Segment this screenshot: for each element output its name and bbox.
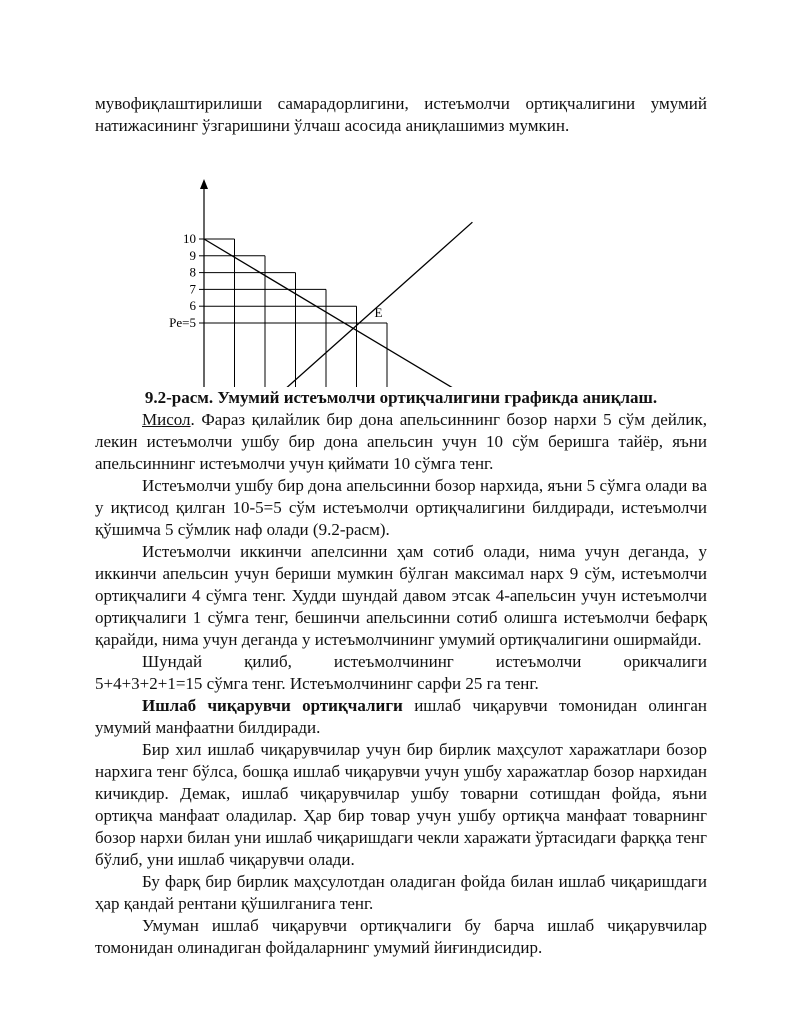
chart-svg: [95, 155, 707, 387]
figure-caption: 9.2-расм. Умумий истеъмолчи ортиқчалигини графикда аниқлаш.: [144, 388, 658, 407]
paragraph-example: [95, 409, 707, 475]
document-page: [95, 93, 707, 959]
paragraph-4-line-2: 5+4+3+2+1=15 сўмга тенг. Истеъмолчининг сарфи 25 га тенг.: [95, 674, 539, 693]
producer-surplus-term: Ишлаб чиқарувчи ортиқчалиги: [142, 696, 403, 715]
consumer-surplus-chart: [95, 155, 707, 387]
paragraph-4-line-1: Шундай қилиб, истеъмолчининг истеъмолчи орикчалиги: [142, 652, 707, 671]
y-tick-label: Pe=5: [169, 315, 196, 330]
y-tick-label: 10: [183, 231, 196, 246]
producer-surplus-definition: ишлаб чиқарувчи томонидан олинган умумий манфаатни билдиради.: [95, 696, 707, 737]
paragraph-2: Истеъмолчи ушбу бир дона апельсинни бозор нархида, яъни 5 сўмга олади ва у иқтисод қилган 10-5=5 сўм истеъмолчи ортиқчалигини билдиради, истеъмолчи қўшимча 5 сўмлик наф олади (9.2-расм).: [95, 476, 707, 539]
example-text: . Фараз қилайлик бир дона апельсиннинг бозор нархи 5 сўм дейлик, лекин истеъмолчи ушбу бир дона апельсин учун 10 сўм беришга тайёр, яъни апельсиннинг истеъмолчи учун қиймати 10 сўмга тенг.: [95, 410, 707, 473]
paragraph-3: Истеъмолчи иккинчи апелсинни ҳам сотиб олади, нима учун деганда, у иккинчи апельсин учун бериши мумкин бўлган максимал нарх 9 сўм, истеъмолчи ортиқчалиги 4 сўмга тенг. Худди шундай давом этсак 4-апельсин учун истеъмолчи ортиқчалиги 1 сўмга тенг, бешинчи апельсинни сотиб олишга истеъмолчи бефарқ қарайди, нима учун деганда у истеъмолчининг умумий ортиқчалигини оширмайди.: [95, 542, 707, 649]
y-axis-arrow: [200, 179, 208, 189]
intro-line-2: натижасининг ўзгаришини ўлчаш асосида аниқлашимиз мумкин.: [95, 116, 570, 135]
demand-line: [204, 239, 485, 387]
y-tick-label: 6: [189, 298, 196, 314]
y-tick-label: 8: [189, 264, 196, 280]
paragraph-8: Умуман ишлаб чиқарувчи ортиқчалиги бу барча ишлаб чиқарувчилар томонидан олинадиган фойдаларнинг умумий йиғиндисидир.: [95, 916, 707, 957]
intro-line-1: мувофиқлаштирилиши самарадорлигини, истеъмолчи ортиқчалигини умумий: [95, 94, 707, 113]
paragraph-7: Бу фарқ бир бирлик маҳсулотдан оладиган фойда билан ишлаб чиқаришдаги ҳар қандай рентани қўшилганига тенг.: [95, 872, 707, 913]
example-label: Мисол: [142, 410, 191, 429]
y-tick-label: 7: [189, 281, 196, 297]
paragraph-5: [95, 695, 707, 739]
equilibrium-label: E: [374, 305, 383, 320]
supply-line: [265, 222, 472, 387]
y-tick-label: 9: [189, 247, 196, 263]
paragraph-6: Бир хил ишлаб чиқарувчилар учун бир бирлик маҳсулот харажатлари бозор нархига тенг бўлса, бошқа ишлаб чиқарувчи учун ушбу харажатлар бозор нархидан кичикдир. Демак, ишлаб чиқарувчилар ушбу товарни сотишдан фойда, яъни ортиқча манфаат оладилар. Ҳар бир товар учун ушбу ортиқча манфаат товарнинг бозор нархи билан уни ишлаб чиқаришдаги чекли харажати ўртасидаги фарққа тенг бўлиб, уни ишлаб чиқарувчи олади.: [95, 740, 707, 869]
